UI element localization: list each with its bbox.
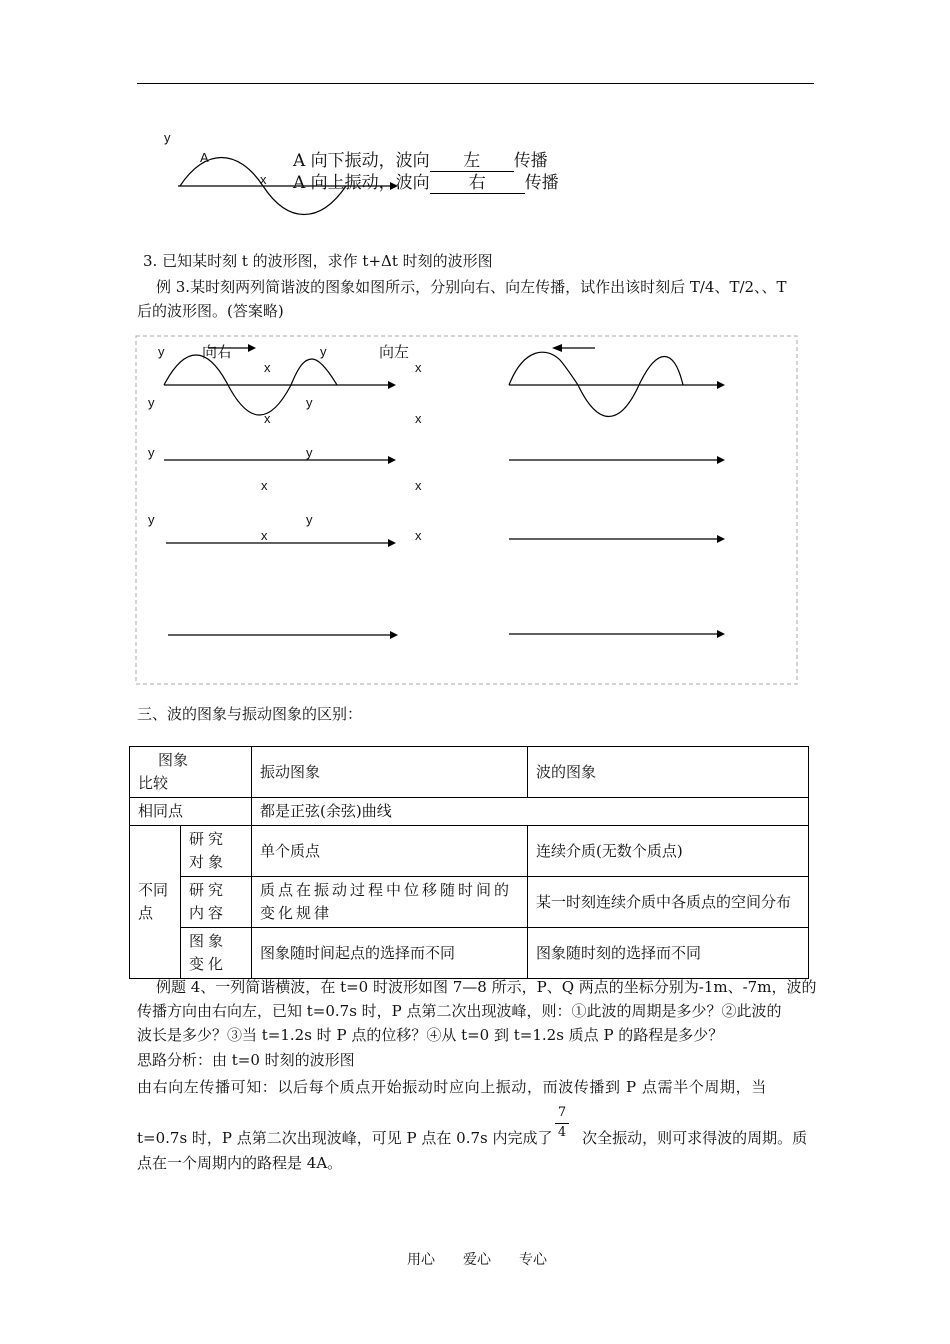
table-row	[130, 928, 809, 979]
header-line-2: 比较	[138, 774, 169, 792]
axis-right-2-arrow	[717, 456, 725, 464]
section-three-heading: 三、波的图象与振动图象的区别：	[137, 705, 363, 723]
x-label-a: x	[264, 360, 271, 375]
wave-cell: 某一时刻连续介质中各质点的空间分布	[528, 877, 809, 928]
x-label-c: x	[264, 411, 271, 426]
example-4-line-3: 波长是多少？③当 t=1.2s 时 P 点的位移？④从 t=0 到 t=1.2s 质点 P 的路程是多少？	[137, 1026, 724, 1044]
axis-left-3-arrow	[388, 539, 396, 547]
answer-2-blank: 右	[430, 168, 525, 194]
axis-right-1-arrow	[717, 381, 725, 389]
y-label-f: y	[306, 445, 313, 460]
dashed-frame	[136, 336, 797, 684]
table-row-same	[130, 798, 809, 826]
example-4-line-1: 例题 4、一列简谐横波，在 t=0 时波形如图 7—8 所示，P、Q 两点的坐标分别为-1m、-7m，波的	[156, 978, 817, 996]
x-label-h: x	[415, 528, 422, 543]
answer-1-suffix: 传播	[513, 151, 548, 171]
left-direction-label: 向左	[379, 343, 410, 361]
y-label-1: y	[164, 130, 171, 145]
line-6-pre: t=0.7s 时，P 点第二次出现波峰，可见 P 点在 0.7s 内完成了	[137, 1129, 553, 1147]
example-4-line-2: 传播方向由右向左，已知 t=0.7s 时，P 点第二次出现波峰，则：①此波的周期是多少？②此波的	[137, 1002, 782, 1020]
line-6-post: 次全振动，则可求得波的周期。质	[582, 1129, 808, 1147]
right-direction-label: 向右	[202, 343, 233, 361]
wave-cell: 连续介质(无数个质点)	[528, 826, 809, 877]
right-arrow-head	[248, 344, 256, 352]
vibration-cell: 质点在振动过程中位移随时间的变化规律	[252, 877, 528, 928]
answer-1-blank: 左	[430, 146, 514, 172]
aspect-cell: 研究内容	[181, 877, 252, 928]
x-label-e: x	[261, 478, 268, 493]
table-header-row	[130, 747, 809, 798]
y-label-b: y	[320, 344, 327, 359]
fraction-denominator: 4	[555, 1123, 569, 1140]
diff-label: 不同点	[130, 826, 181, 979]
wave-cell: 图象随时刻的选择而不同	[528, 928, 809, 979]
answer-2-suffix: 传播	[524, 173, 559, 193]
header-line-1: 图象	[158, 751, 189, 769]
table-row	[130, 877, 809, 928]
axis-left-2-arrow	[388, 456, 396, 464]
axis-left-1-arrow	[388, 381, 396, 389]
fraction-seven-quarters	[555, 1106, 569, 1140]
y-label-d: y	[306, 395, 313, 410]
y-label-e: y	[148, 445, 155, 460]
example-4-line-4: 思路分析：由 t=0 时刻的波形图	[137, 1051, 355, 1069]
axis-left-4-arrow	[390, 631, 398, 639]
same-label: 相同点	[130, 798, 252, 826]
x-label-1: x	[260, 172, 267, 187]
x-label-b: x	[415, 360, 422, 375]
vibration-cell: 图象随时间起点的选择而不同	[252, 928, 528, 979]
same-value: 都是正弦(余弦)曲线	[252, 798, 809, 826]
answer-1-prefix: A 向下振动，波向	[293, 151, 430, 171]
point-a-label: A	[200, 150, 209, 165]
x-label-f: x	[415, 478, 422, 493]
header-vibration: 振动图象	[252, 747, 528, 798]
y-label-h: y	[306, 512, 313, 527]
y-label-c: y	[148, 395, 155, 410]
example-4-line-5: 由右向左传播可知：以后每个质点开始振动时应向上振动，而波传播到 P 点需半个周期，当	[137, 1078, 767, 1096]
example-3-line-1: 例 3.某时刻两列简谐波的图象如图所示，分别向右、向左传播，试作出该时刻后 T/4、T/2、、T	[156, 278, 787, 296]
y-label-g: y	[148, 512, 155, 527]
example-4-line-6	[137, 1127, 807, 1148]
aspect-cell: 图象变化	[181, 928, 252, 979]
table-row	[130, 826, 809, 877]
y-label-a: y	[158, 344, 165, 359]
section-3-heading: 3. 已知某时刻 t 的波形图，求作 t+Δt 时刻的波形图	[143, 252, 493, 270]
axis-right-3-arrow	[717, 535, 725, 543]
axis-right-4-arrow	[717, 630, 725, 638]
fraction-numerator: 7	[557, 1105, 567, 1120]
example-4-line-7: 点在一个周期内的路程是 4A。	[137, 1154, 343, 1172]
vibration-cell: 单个质点	[252, 826, 528, 877]
x-label-g: x	[261, 528, 268, 543]
comparison-table	[129, 746, 809, 979]
answer-2-prefix: A 向上振动，波向	[293, 173, 430, 193]
aspect-cell: 研究对象	[181, 826, 252, 877]
header-compare-cell	[130, 747, 252, 798]
example-3-line-2: 后的波形图。(答案略)	[137, 302, 284, 320]
wave-left-curve	[509, 352, 683, 416]
footer: 用心 爱心 专心	[407, 1252, 547, 1268]
left-arrow-head	[552, 344, 562, 352]
header-wave: 波的图象	[528, 747, 809, 798]
x-label-d: x	[415, 411, 422, 426]
